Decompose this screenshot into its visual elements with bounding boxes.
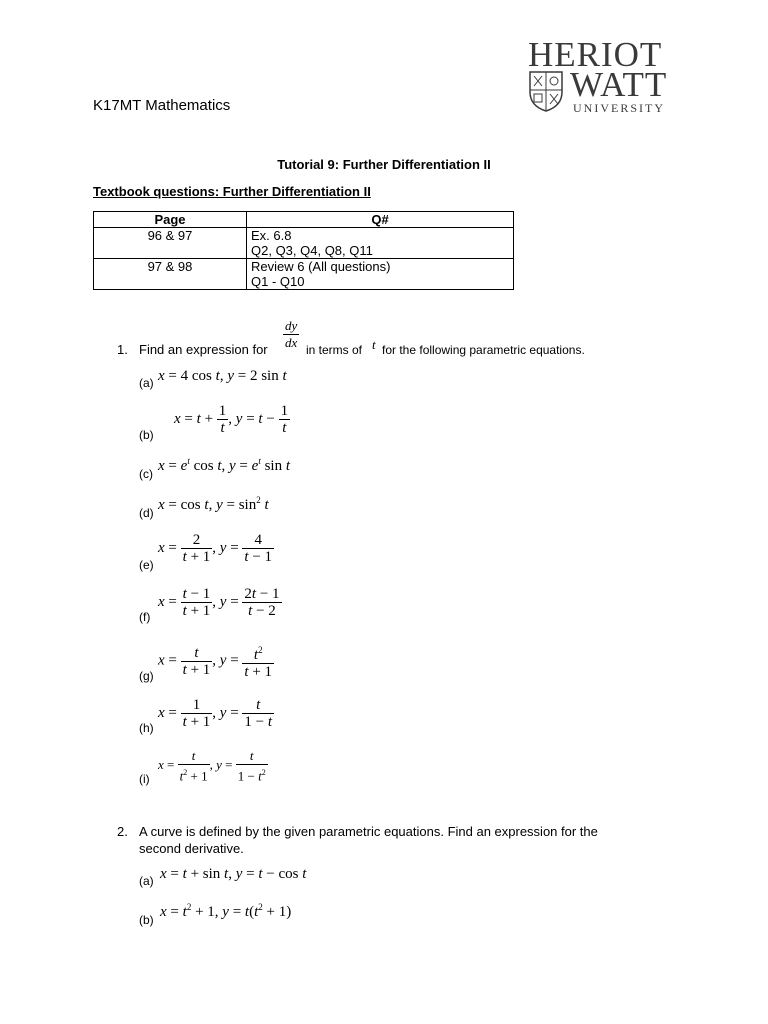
equation: x = t + $\frac{1}{t}$ , y = t − $\frac{1}{t}$: [174, 403, 289, 436]
tutorial-title: Tutorial 9: Further Differentiation II: [277, 157, 491, 172]
equation: x = $\frac{t}{t + 1}$ , y = $\frac{t^2}{t + 1}$: [158, 644, 273, 680]
part-label: (c): [139, 467, 153, 481]
equation: x = $\frac{t - 1}{t + 1}$ , y = $\frac{2t - 1}{t - 2}$: [158, 586, 280, 619]
variable-t: t: [372, 337, 376, 352]
part-label: (b): [139, 428, 154, 442]
questions-table: [93, 211, 514, 290]
question-text: in terms of: [306, 343, 363, 357]
equation: x = $\frac{2}{t + 1}$ , y = $\frac{4}{t - 1}$: [158, 532, 273, 565]
table-header-page: Page: [94, 212, 247, 228]
question-text: A curve is defined by the given parametric equations. Find an expression for the: [139, 824, 598, 839]
part-label: (d): [139, 506, 154, 520]
question-number: 1.: [117, 342, 128, 357]
question-number: 2.: [117, 824, 128, 839]
table-header-row: [94, 212, 514, 228]
part-label: (a): [139, 376, 154, 390]
table-cell-page: 97 & 98: [94, 259, 247, 290]
table-cell-page: 96 & 97: [94, 228, 247, 259]
table-cell-q: [247, 259, 514, 290]
question-text: Find an expression for: [139, 342, 268, 357]
course-title: K17MT Mathematics: [93, 97, 231, 114]
part-label: (a): [139, 874, 154, 888]
table-cell-q-line: Review 6 (All questions): [251, 259, 391, 274]
table-cell-q-line: Ex. 6.8: [251, 228, 292, 243]
part-label: (f): [139, 610, 151, 624]
equation: $x = t^2 + 1$, $y = t(t^2 + 1)$: [160, 902, 292, 920]
question-text: for the following parametric equations.: [382, 343, 585, 357]
table-row: [94, 259, 514, 290]
equation: x = $\frac{1}{t + 1}$ , y = $\frac{t}{1 - t}$: [158, 697, 273, 730]
logo-text-heriot: HERIOT: [528, 35, 663, 74]
table-row: [94, 228, 514, 259]
crest-icon: [528, 70, 564, 112]
logo-text-watt: WATT: [570, 65, 668, 104]
part-label: (g): [139, 669, 154, 683]
part-label: (e): [139, 558, 154, 572]
table-cell-q-line: Q2, Q3, Q4, Q8, Q11: [251, 243, 373, 258]
part-label: (i): [139, 772, 150, 786]
table-header-q: Q#: [247, 212, 514, 228]
university-logo: [528, 35, 678, 116]
equation: x = cos t, $y = \sin^2 t$: [158, 495, 269, 513]
equation: x = $\frac{t}{t^2 + 1}$ , y = $\frac{t}{1 - t^2}$: [158, 748, 266, 784]
part-label: (h): [139, 721, 154, 735]
equation: $x = e^t$ cos t, $y = e^t$ sin t: [158, 456, 291, 474]
dy-dx-fraction: $\frac{dy}{dx}$: [285, 318, 298, 350]
table-cell-q-line: Q1 - Q10: [251, 274, 305, 289]
question-text: second derivative.: [139, 841, 244, 856]
logo-text-university: UNIVERSITY: [573, 101, 665, 115]
part-label: (b): [139, 913, 154, 927]
equation: x = 4 cos t, y = 2 sin t: [158, 368, 287, 384]
table-cell-q: [247, 228, 514, 259]
equation: x = t + sin t, y = t − cos t: [160, 866, 307, 882]
section-subtitle: Textbook questions: Further Differentiation II: [93, 184, 371, 199]
